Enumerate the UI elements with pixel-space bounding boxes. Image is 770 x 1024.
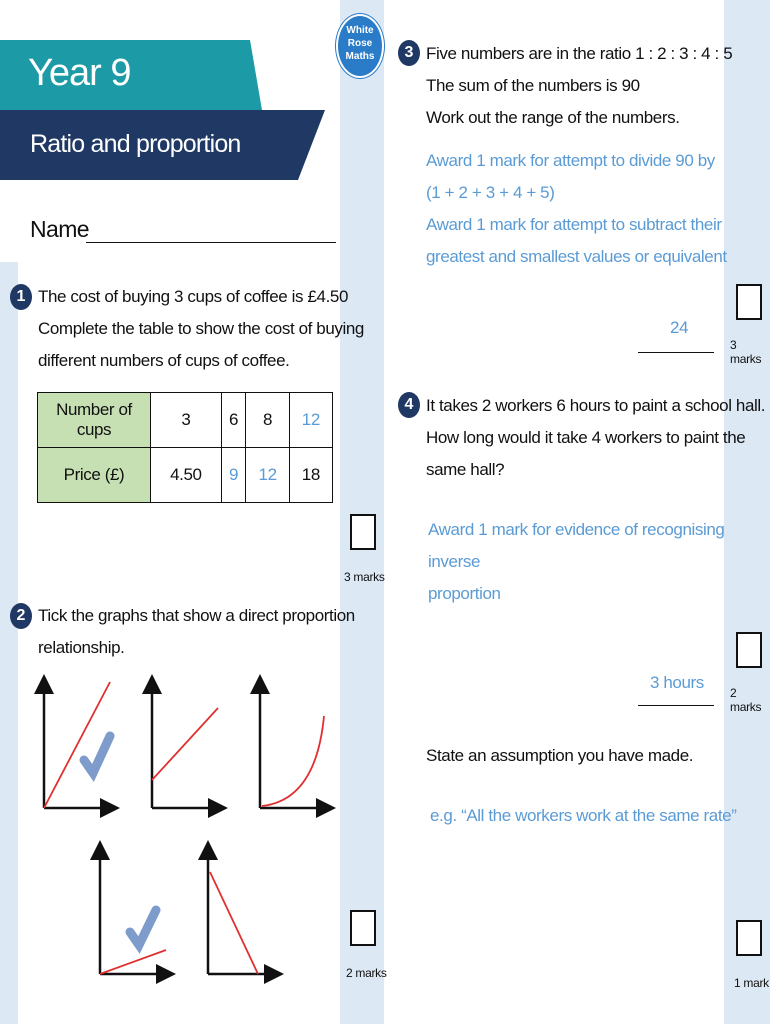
table-cell: 6 [221,393,246,448]
question-1-text [38,281,364,377]
q4-guidance [428,514,770,610]
question-1-number: 1 [10,284,32,310]
white-rose-maths-logo [336,14,384,78]
q3-guidance-line-2: (1 + 2 + 3 + 4 + 5) [426,183,555,202]
q2-marks-label: 2 marks [346,966,387,980]
q3-guidance-line-1: Award 1 mark for attempt to divide 90 by [426,151,715,170]
question-4-text [426,390,765,486]
q4-line-1: It takes 2 workers 6 hours to paint a school hall. [426,396,766,415]
table-row [38,393,333,448]
q4-marks-label: 2 marks [730,686,762,714]
q4-mark-box[interactable] [736,632,762,668]
assumption-marks-label: 1 mark [734,976,769,990]
tick-icon [84,736,110,773]
q3-line-2: The sum of the numbers is 90 [426,76,640,95]
q4-answer-line[interactable] [638,705,714,706]
q1-marks-label: 3 marks [344,570,385,584]
question-3-text [426,38,732,134]
topic-title: Ratio and proportion [30,130,241,158]
q3-guidance [426,145,727,273]
q4-guidance-line-1: Award 1 mark for evidence of recognising inverse [428,520,725,571]
table-cell: 4.50 [151,448,222,503]
question-3-number: 3 [398,40,420,66]
assumption-answer: e.g. “All the workers work at the same rate” [430,806,737,825]
q2-line-1: Tick the graphs that show a direct proportion [38,606,355,625]
question-2-number: 2 [10,603,32,629]
row-header-price: Price (£) [38,448,151,503]
graph-4[interactable] [100,850,166,974]
logo-line-2: Rose [347,38,373,49]
q1-line-3: different numbers of cups of coffee. [38,351,290,370]
answer-cell[interactable]: 12 [246,448,289,503]
q3-line-1: Five numbers are in the ratio 1 : 2 : 3 : 4 : 5 [426,44,733,63]
assumption-mark-box[interactable] [736,920,762,956]
graph-1[interactable] [44,682,110,808]
table-cell: 8 [246,393,289,448]
tick-icon [130,910,156,945]
q1-line-2: Complete the table to show the cost of buying [38,319,364,338]
question-4-number: 4 [398,392,420,418]
q4-guidance-line-2: proportion [428,584,501,603]
logo-line-3: Maths [345,51,375,62]
table-row [38,448,333,503]
assumption-prompt: State an assumption you have made. [426,746,694,765]
q2-line-2: relationship. [38,638,125,657]
q1-line-1: The cost of buying 3 cups of coffee is £4.50 [38,287,349,306]
q4-answer: 3 hours [650,673,704,692]
q3-mark-box[interactable] [736,284,762,320]
graph-2[interactable] [152,684,218,808]
q1-mark-box[interactable] [350,514,376,550]
q3-answer: 24 [670,318,689,337]
table-cell: 18 [289,448,332,503]
table-cell: 3 [151,393,222,448]
graph-options [0,670,340,990]
q3-marks-label: 3 marks [730,338,762,366]
cups-price-table [37,392,333,503]
q4-line-2: How long would it take 4 workers to paint the [426,428,746,447]
q3-guidance-line-4: greatest and smallest values or equivalent [426,247,727,266]
question-2-text [38,600,355,664]
logo-line-1: White [346,25,374,36]
right-margin-panel [724,0,770,1024]
name-field[interactable] [86,242,336,243]
q3-line-3: Work out the range of the numbers. [426,108,680,127]
answer-cell[interactable]: 9 [221,448,246,503]
year-title: Year 9 [28,52,131,94]
graph-5[interactable] [208,850,274,974]
answer-cell[interactable]: 12 [289,393,332,448]
graph-3[interactable] [260,684,326,808]
name-label: Name [30,216,89,242]
q4-line-3: same hall? [426,460,505,479]
center-margin-panel [340,0,384,1024]
row-header-cups: Number of cups [38,393,151,448]
q3-guidance-line-3: Award 1 mark for attempt to subtract their [426,215,722,234]
q3-answer-line[interactable] [638,352,714,353]
q2-mark-box[interactable] [350,910,376,946]
